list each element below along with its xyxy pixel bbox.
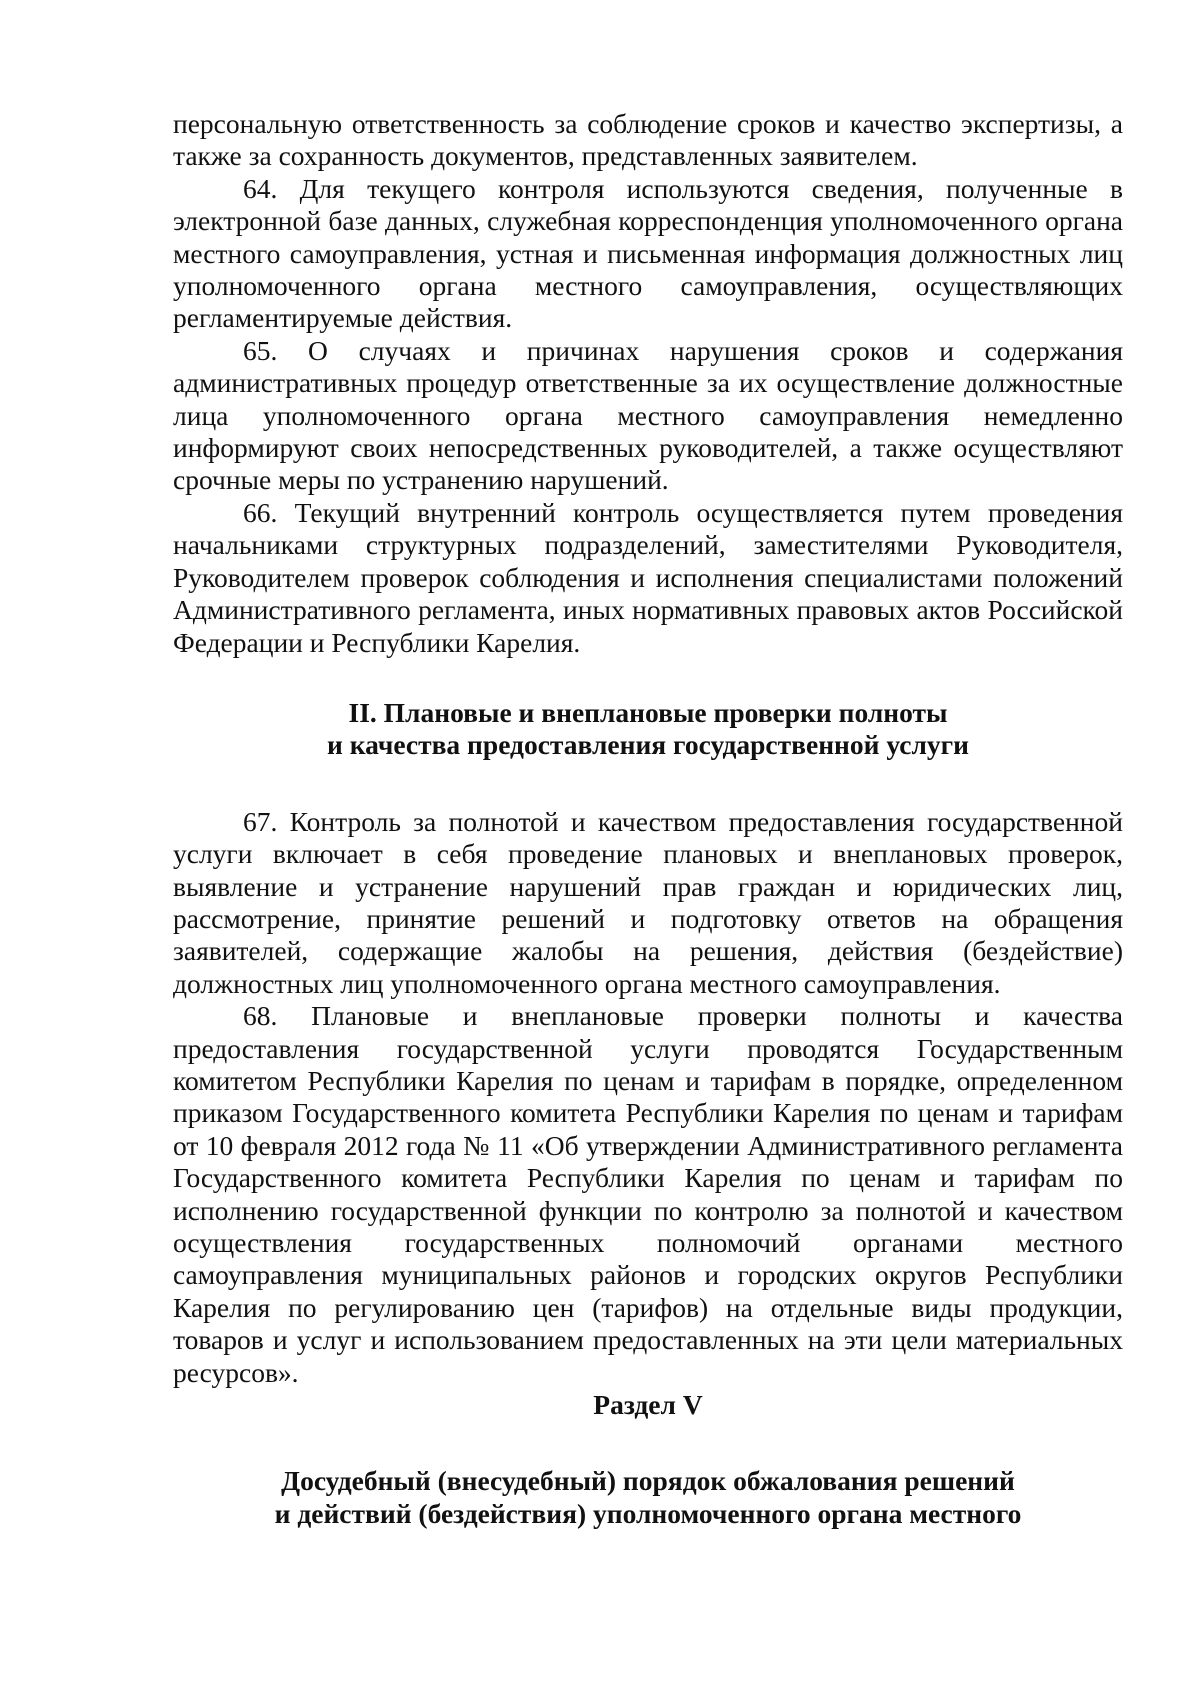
document-page bbox=[173, 108, 1123, 1530]
section-v-heading-line-1: Досудебный (внесудебный) порядок обжалования решений bbox=[281, 1465, 1015, 1497]
paragraph-64: 64. Для текущего контроля используются сведения, полученные в электронной базе данных, служебная корреспонденция уполномоченного органа местного самоуправления, устная и письменная информация должностных лиц уполномоченного органа местного самоуправления, осуществляющих регламентируемые действия. bbox=[173, 172, 1123, 334]
paragraph-continuation: персональную ответственность за соблюдение сроков и качество экспертизы, а также за сохранность документов, представленных заявителем. bbox=[173, 108, 1123, 172]
paragraph-66: 66. Текущий внутренний контроль осуществляется путем проведения начальниками структурных подразделений, заместителями Руководителя, Руководителем проверок соблюдения и исполнения специалистами положений Административного регламента, иных нормативных правовых актов Российской Федерации и Республики Карелия. bbox=[173, 496, 1123, 658]
section-v-label: Раздел V bbox=[593, 1389, 703, 1421]
paragraph-68: 68. Плановые и внеплановые проверки полноты и качества предоставления государственной услуги проводятся Государственным комитетом Республики Карелия по ценам и тарифам в порядке, определенном приказом Государственного комитета Республики Карелия по ценам и тарифам от 10 февраля 2012 года № 11 «Об утверждении Административного регламента Государственного комитета Республики Карелия по ценам и тарифам по исполнению государственной функции по контролю за полнотой и качеством осуществления государственных полномочий органами местного самоуправления муниципальных районов и городских округов Республики Карелия по регулированию цен (тарифов) на отдельные виды продукции, товаров и услуг и использованием предоставленных на эти цели материальных ресурсов». bbox=[173, 1000, 1123, 1388]
paragraph-67: 67. Контроль за полнотой и качеством предоставления государственной услуги включает в себя проведение плановых и внеплановых проверок, выявление и устранение нарушений прав граждан и юридических лиц, рассмотрение, принятие решений и подготовку ответов на обращения заявителей, содержащие жалобы на решения, действия (бездействие) должностных лиц уполномоченного органа местного самоуправления. bbox=[173, 805, 1123, 999]
paragraph-65: 65. О случаях и причинах нарушения сроков и содержания административных процедур ответственные за их осуществление должностные лица уполномоченного органа местного самоуправления немедленно информируют своих непосредственных руководителей, а также осуществляют срочные меры по устранению нарушений. bbox=[173, 334, 1123, 496]
section-v-heading bbox=[173, 1465, 1123, 1530]
section-ii-heading bbox=[173, 697, 1123, 762]
section-v-heading-line-2: и действий (бездействия) уполномоченного органа местного bbox=[274, 1497, 1022, 1529]
section-ii-heading-line-1: II. Плановые и внеплановые проверки полноты bbox=[348, 696, 948, 728]
section-ii-heading-line-2: и качества предоставления государственной услуги bbox=[327, 729, 969, 761]
